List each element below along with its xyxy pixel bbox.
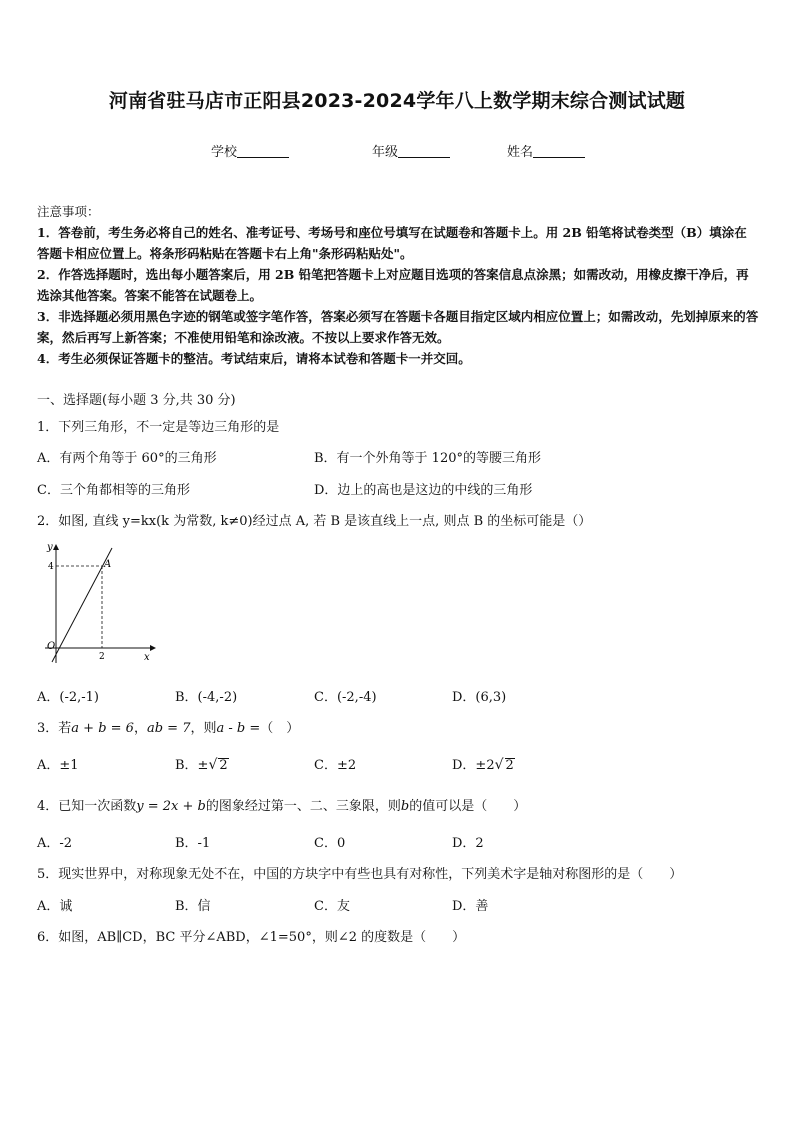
question-3-stem [37, 717, 299, 736]
y-tick-label: 4 [48, 562, 54, 572]
q3-option-b [175, 754, 229, 773]
name-label: 姓名 [507, 145, 534, 160]
q4-option-c: C．0 [314, 836, 346, 851]
grade-blank[interactable] [398, 144, 450, 158]
sqrt-symbol: √ [494, 757, 504, 773]
origin-label: O [47, 641, 56, 652]
q4-option-d: D．2 [452, 836, 484, 851]
notes-heading: 注意事项： [37, 204, 100, 219]
note-item: 4．考生必须保证答题卡的整洁。考试结束后，请将本试卷和答题卡一并交回。 [37, 351, 471, 366]
q3-option-c: C．±2 [314, 758, 357, 773]
q2-option-b: B．(-4,-2) [175, 690, 238, 705]
name-blank[interactable] [533, 144, 585, 158]
point-a-label: A [104, 559, 112, 570]
school-blank[interactable] [237, 144, 289, 158]
note-item: 3．非选择题必须用黑色字迹的钢笔或签字笔作答，答案必须写在答题卡各题目指定区域内相应位置上；如需改动，先划掉原来的答案，然后再写上新答案；不准使用铅笔和涂改液。不按以上要求作答无效。 [37, 309, 759, 345]
q4-prefix: 4．已知一次函数 [37, 799, 137, 814]
q3-option-d-prefix: D．±2 [452, 758, 495, 773]
note-item: 2．作答选择题时，选出每小题答案后，用 2B 铅笔把答题卡上对应题目选项的答案信息点涂黑；如需改动，用橡皮擦干净后，再选涂其他答案。答案不能答在试题卷上。 [37, 267, 749, 303]
q3-sep: ， [133, 721, 147, 736]
q1-option-b: B．有一个外角等于 120°的等腰三角形 [314, 451, 541, 466]
q1-option-c: C．三个角都相等的三角形 [37, 483, 190, 498]
q3-expr-product: ab = 7 [146, 721, 191, 736]
q4-option-a: A．-2 [37, 836, 73, 851]
q4-option-b: B．-1 [175, 836, 211, 851]
q4-mid: 的图象经过第一、二、三象限，则 [205, 799, 401, 814]
y-axis-label: y [47, 542, 53, 553]
question-5-stem: 5．现实世界中，对称现象无处不在，中国的方块字中有些也具有对称性，下列美术字是轴对称图形的是（ ） [37, 867, 683, 882]
school-label: 学校 [211, 145, 238, 160]
sqrt-symbol: √ [208, 757, 218, 773]
q2-option-c: C．(-2,-4) [314, 690, 377, 705]
q3-option-d-radicand: 2 [505, 758, 514, 773]
q3-expr-diff: a - b = [216, 721, 261, 736]
q2-figure [40, 538, 160, 668]
q5-option-d: D．善 [452, 899, 489, 914]
q1-option-d: D．边上的高也是这边的中线的三角形 [314, 483, 533, 498]
q3-option-d [452, 754, 515, 773]
q4-var: b [400, 799, 410, 814]
q3-option-b-prefix: B．± [175, 758, 209, 773]
q3-prefix: 3．若 [37, 721, 72, 736]
q3-expr-sum: a + b = 6 [71, 721, 134, 736]
q4-suffix: 的值可以是（ ） [409, 799, 527, 814]
note-item: 1．答卷前，考生务必将自己的姓名、准考证号、考场号和座位号填写在试题卷和答题卡上。用 2B 铅笔将试卷类型（B）填涂在答题卡相应位置上。将条形码粘贴在答题卡右上角"条形码粘贴处"。 [37, 225, 747, 261]
question-6-stem: 6．如图，AB∥CD，BC 平分∠ABD，∠1=50°，则∠2 的度数是（ ） [37, 930, 466, 945]
grade-label: 年级 [372, 145, 399, 160]
x-axis-label: x [144, 652, 150, 663]
section-heading: 一、选择题(每小题 3 分,共 30 分) [37, 393, 236, 408]
x-tick-label: 2 [99, 652, 105, 662]
q5-option-a: A．诚 [37, 899, 73, 914]
q4-expr: y = 2x + b [136, 799, 206, 814]
q2-option-a: A．(-2,-1) [37, 690, 99, 705]
page-title: 河南省驻马店市正阳县2023-2024学年八上数学期末综合测试试题 [108, 90, 686, 112]
q3-mid: ，则 [190, 721, 217, 736]
question-1-stem: 1．下列三角形，不一定是等边三角形的是 [37, 420, 280, 435]
name-field [507, 141, 585, 160]
y-axis-arrow [53, 544, 59, 550]
q3-suffix: （ ） [260, 721, 300, 736]
grade-field [372, 141, 450, 160]
x-axis-arrow [150, 645, 156, 651]
school-field [211, 141, 289, 160]
q1-option-a: A．有两个角等于 60°的三角形 [37, 451, 217, 466]
question-2-stem: 2．如图, 直线 y=kx(k 为常数, k≠0)经过点 A, 若 B 是该直线上一点, 则点 B 的坐标可能是（） [37, 514, 592, 529]
q2-option-d: D．(6,3) [452, 690, 507, 705]
q3-option-a: A．±1 [37, 758, 79, 773]
q3-option-b-radicand: 2 [219, 758, 228, 773]
question-4-stem [37, 795, 526, 814]
line-y-kx [52, 548, 112, 662]
q5-option-c: C．友 [314, 899, 350, 914]
q5-option-b: B．信 [175, 899, 211, 914]
notes-block [37, 201, 759, 369]
